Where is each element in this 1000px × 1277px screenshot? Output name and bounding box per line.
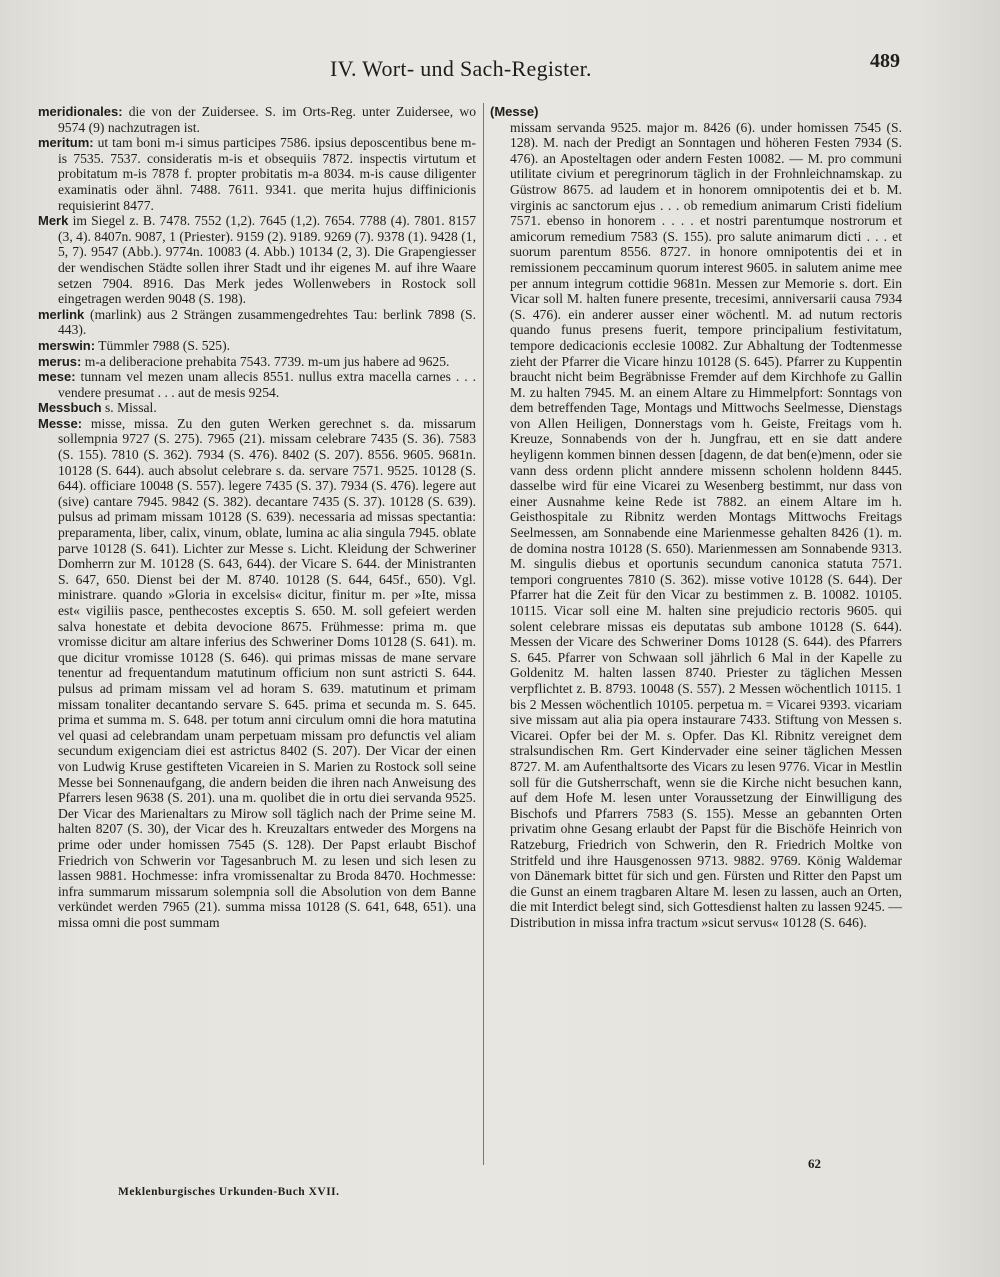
entry-headword: merus: [38,353,82,369]
index-entry [38,338,476,354]
entry-text: (marlink) aus 2 Strängen zusammengedrehtes Tau: berlink 7898 (S. 443). [58,306,477,338]
index-entry [38,369,476,400]
entry-headword: meritum: [38,135,94,151]
footer-text: Meklenburgisches Urkunden-Buch XVII. [118,1186,340,1198]
index-entry [38,416,476,931]
entry-text: Tümmler 7988 (S. 525). [98,337,231,353]
entry-headword: mese: [38,369,76,385]
entry-text: misse, missa. Zu den guten Werken gerechnet s. da. missarum sollempnia 9727 (S. 275). 7965 (21). missam celebrare 7435 (S. 36). 7583 (S. 155). 7810 (S. 362). 7934 (S. 476). 8402 (S. 207). 8556. 9605. 9681n. 10128 (S. 644). auch absolut celebrare s. da. servare 7571. 9525. 10128 (S. 644). officiare 10048 (S. 557). legere 7435 (S. 37). 7934 (S. 476). legere aut (sive) cantare 7945. 9842 (S. 382). decantare 7435 (S. 37). 10128 (S. 639). pulsus ad primam missam 10128 (S. 639). necessaria ad missas spectantia: preparamenta, liber, calix, vinum, oblate, lumina ac alia singula 7945. oblate parve 10128 (S. 641). Lichter zur Messe s. Licht. Kleidung der Schweriner Domherrn zur M. 10128 (S. 643, 644). der Vicare S. 644. der Ministranten S. 647, 650. Dienst bei der M. 8740. 10128 (S. 644, 645f., 650). Vgl. ministrare. quando »Gloria in excelsis« dicitur, finitur m. per »Ite, missa est« vigiliis pasce, penthecostes exceptis S. 650. M. soll gefeiert werden salva honestate et debita devocione 8675. Frühmesse: prima m. que vromisse dicitur am altare inferius des Schweriner Doms 10128 (S. 641). m. que dicitur vromisse 10128 (S. 646). qui primas missas de mane servare tenentur ad frequentandum matutinum officium non sunt astricti S. 644. pulsus ad primam missam vel ad horam S. 639. matutinum et primam missam tonaliter decantando servare S. 645. prima et secunda m. S. 645. prima et summa m. S. 648. per totum anni circulum omni die hora matutina vel quasi ad celebrandam unam perpetuam missam pro defunctis vel aliam secundum exigenciam diei est astrictus 8402 (S. 207). Der Vicar der einen von Ludwig Kruse gestifteten Vicareien in S. Marien zu Rostock soll seine Messe bei Sonnenaufgang, die andern beiden die ihren nach Anweisung des Pfarrers lesen 9638 (S. 201). una m. quolibet die in ortu diei servanda 9525. Der Vicar des Marienaltars zu Mirow soll täglich nach der Prime seine M. halten 8207 (S. 30), der Vicar des h. Kreuzaltars entweder des Morgens na prime oder under homissen 7545 (S. 128). Der Papst erlaubt Bischof Friedrich von Schwerin vor Tagesanbruch M. zu lesen und sich lesen zu lassen 9881. Hochmesse: infra vromissenaltar zu Broda 8470. Hochmesse: infra summarum missarum solempnia soll die Absolution von dem Banne verkündet werden 7965 (21). summa missa 10128 (S. 641, 648, 651). una missa omni die post summam [58,415,476,930]
entry-text: s. Missal. [104,400,157,416]
entry-headword: Messe: [38,415,83,431]
right-column [490,104,902,930]
entry-headword: Merk [38,213,69,229]
left-column [38,104,476,930]
entry-text: ut tam boni m-i simus participes 7586. ipsius deposcentibus bene m-is 7535. 7537. consideratis m-is et obsequiis 7872. inspectis virtutum et probitatum m-is 7878 f. propter probitatis m-a 8034. m-is cause diligenter examinatis oder ähnl. 7488. 7611. 9341. que merita hujus diffinicionis requisierint 8477. [58,135,476,213]
index-entry [38,354,476,370]
index-entry [38,213,476,307]
entry-text: die von der Zuidersee. S. im Orts-Reg. unter Zuidersee, wo 9574 (9) nachzutragen ist. [58,104,476,135]
entry-text: m-a deliberacione prehabita 7543. 7739. m-um jus habere ad 9625. [84,353,450,369]
entry-text: im Siegel z. B. 7478. 7552 (1,2). 7645 (1,2). 7654. 7788 (4). 7801. 8157 (3, 4). 8407n. 9087, 1 (Priester). 9159 (2). 9189. 9269 (7). 9378 (1). 9428 (1, 5, 7). 9547 (Abb.). 9774n. 10083 (4. Abb.) 10134 (2, 3). Die Grapengiesser der wendischen Städte sollen ihrer Stadt und ihr eigenes M. auf ihre Waare setzen 7904. 8916. Das Merk jedes Wollenwebers in Rostock soll eingetragen werden 9048 (S. 198). [58,213,476,307]
page-number: 489 [870,50,900,72]
index-entry [38,307,476,338]
index-entry [38,400,476,416]
entry-headword: merswin: [38,337,96,353]
column-divider [483,103,484,1165]
continuation-text: missam servanda 9525. major m. 8426 (6). under homissen 7545 (S. 128). M. nach der Predigt an Sonntagen und höheren Festen 7934 (S. 476). an Aposteltagen oder andern Festen 10082. — M. pro communi utilitate civium et peregrinorum täglich in der Frohnleichnamskap. zu Güstrow 8675. ad laudem et in honorem omnipotentis dei et b. M. virginis ac sanctorum ejus . . . ob remedium animarum Cristi fidelium 7571. ebenso in honorem . . . . et nostri parentumque nostrorum et amicorum remedium 7583 (S. 155). pro salute animarum dicti . . . et suorum parentum 8556. 8727. in honore omnipotentis dei et in remissionem peccaminum quorum interest 9605. in salutem anime mee per annum integrum cottidie 9681n. Messen zur Memorie s. dort. Ein Vicar soll M. halten funere presente, trecesimi, anniversarii causa 7934 (S. 476). ein anderer ausser einer wöchentl. M. ad nutum rectoris quando funus presens fuerit, tempore principalium festivitatum, tempore dedicacionis ecclesie 10082. Zur Abhaltung der Todtenmesse zieht der Pfarrer die Vicare hinzu 10128 (S. 645). Pfarrer zu Kuppentin braucht nicht beim Begräbnisse Fremder auf dem Kirchhofe zu Gallin M. zu halten 7945. M. an einem Altare zu Himmelpfort: Sonntags von dem betreffenden Tage, Montags und Mittwochs Seelmesse, Dienstags von Allen Heiligen, Donnerstags vom h. Geiste, Freitags vom h. Kreuze, Sonnabends von der h. Jungfrau, ett en sie datt andere heyligenn kommen binnen dessen [dagenn, de dat ben(e)menn, oder sie vann dess ordenn plicht anndere missenn scholenn holdenn 8445. dasselbe wird für eine Vicarei zu Wesenberg bestimmt, nur dass von einer Ausnahme keine Rede ist 7882. an einem Altare im h. Geisthospitale zu Ribnitz werden Montags Mittwochs Freitags Seelmessen, am Sonnabende eine Marienmesse gehalten 8426 (1). m. de domina nostra 10128 (S. 650). Marienmessen am Sonnabende 9313. M. singulis diebus et oportunis secundum canonica statuta 7571. tempori congruentes 7810 (S. 362). misse votive 10128 (S. 644). Der Pfarrer hat die Zeit für den Vicar zu bestimmen z. B. 10082. 10105. 10115. Vicar soll eine M. halten sine prejudicio rectoris 9605. qui solent celebrare missas eis deputatas sub ambone 10128 (S. 644). Messen der Vicare des Schweriner Doms 10128 (S. 644). des Pfarrers S. 645. Pfarrer von Schwaan soll jährlich 6 Mal in der Kapelle zu Goldenitz M. halten lassen 8740. Priester zu täglichen Messen verpflichtet z. B. 8793. 10048 (S. 557). 2 Messen wöchentlich 10115. 1 bis 2 Messen wöchentlich 10105. perpetua m. = Vicarei 9393. vicariam sive missam aut alia pia opera instaurare 7433. Stiftung von Messen s. Vicarei. Opfer bei der M. s. Opfer. Das Kl. Ribnitz vereignet dem stralsundischen Rm. Gert Kindervader eine seiner täglichen Messen 8727. M. am Aufenthaltsorte des Vicars zu lesen 9776. Vicar in Mestlin soll für die Gutsherrschaft, wenn sie die Kirche nicht besuchen kann, auf dem Hofe M. lesen unter Voraussetzung der Einwilligung des Bischofs und Pfarrers 7583 (S. 155). Messe an gebannten Orten privatim ohne Gesang erlaubt der Papst für die Bischöfe Heinrich von Ratzeburg, Friedrich von Schwerin, den R. Friedrich Moltke von Stritfeld und ihre Hausgenossen 9713. 9882. 9769. König Waldemar von Dänemark bittet für sich und gen. Fürsten und Ritter den Papst um die Gunst an einem tragbaren Altare M. lesen zu lassen, auch an Orten, die mit Interdict belegt sind, sich Gottesdienst halten zu lassen 9245. — Distribution in missa infra tractum »sicut servus« 10128 (S. 646). [510,119,902,930]
index-entry [38,104,476,135]
entry-headword: merlink [38,306,85,322]
entry-headword: meridionales: [38,104,123,119]
index-entry [38,135,476,213]
entry-text: tunnam vel mezen unam allecis 8551. nullus extra macella carnes . . . vendere presumat . . . aut de mesis 9254. [58,369,476,400]
page-title: IV. Wort- und Sach-Register. [330,56,592,81]
continuation-headword: (Messe) [490,104,539,119]
signature-mark: 62 [808,1156,821,1171]
entry-headword: Messbuch [38,400,102,416]
